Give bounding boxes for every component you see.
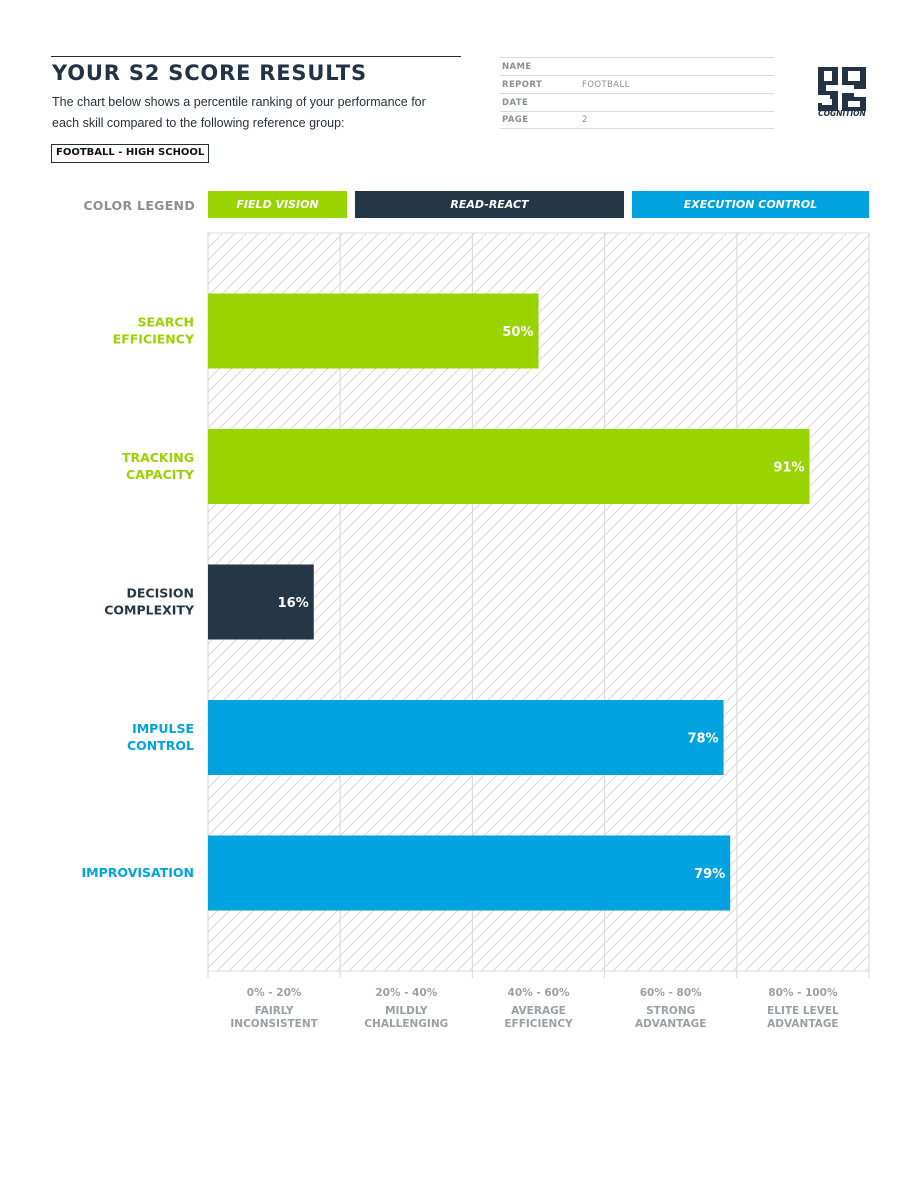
x-tick-label: INCONSISTENT (230, 1018, 318, 1030)
x-tick-label: MILDLY (385, 1005, 428, 1017)
bar-value-label: 16% (277, 596, 309, 611)
bar (208, 429, 810, 504)
category-label: EFFICIENCY (112, 331, 194, 347)
x-tick-label: ADVANTAGE (634, 1018, 707, 1030)
reference-group-badge: FOOTBALL - HIGH SCHOOL (51, 144, 209, 163)
x-tick-label: ELITE LEVEL (767, 1005, 839, 1017)
bar (208, 836, 730, 911)
legend-label: COLOR LEGEND (83, 198, 195, 213)
meta-value: FOOTBALL (582, 79, 630, 90)
meta-key: DATE (502, 97, 529, 108)
category-label: TRACKING (121, 450, 194, 465)
category-label: IMPROVISATION (81, 865, 194, 880)
x-tick-label: CHALLENGING (364, 1018, 449, 1030)
bar-value-label: 78% (687, 731, 719, 747)
meta-value: 2 (582, 115, 588, 125)
x-tick-range-label: 60% - 80% (639, 987, 702, 999)
bar (208, 700, 724, 775)
x-tick-range-label: 40% - 60% (507, 987, 570, 999)
x-tick-label: FAIRLY (254, 1005, 294, 1017)
category-label: SEARCH (137, 314, 194, 330)
meta-key: NAME (502, 61, 532, 72)
x-tick-label: EFFICIENCY (504, 1018, 573, 1030)
bar (208, 294, 539, 369)
logo-text: COGNITION (818, 109, 866, 118)
bar-value-label: 50% (502, 325, 534, 340)
category-label: CONTROL (126, 738, 194, 753)
x-tick-range-label: 20% - 40% (375, 987, 438, 999)
bar-value-label: 79% (694, 867, 726, 882)
category-label: IMPULSE (132, 721, 194, 736)
meta-key: REPORT (502, 79, 543, 90)
page-title: YOUR S2 SCORE RESULTS (52, 61, 367, 85)
x-tick-range-label: 80% - 100% (768, 987, 838, 999)
category-label: COMPLEXITY (104, 602, 194, 618)
category-label: CAPACITY (126, 467, 194, 482)
page-subtitle: The chart below shows a percentile ranking of your performance for each skill compared to the following reference group: (52, 95, 426, 130)
legend-item-read-react: READ-REACT (355, 191, 624, 218)
x-tick-range-label: 0% - 20% (246, 987, 302, 999)
meta-key: PAGE (502, 115, 529, 125)
legend-item-field-vision: FIELD VISION (208, 191, 347, 218)
x-tick-label: ADVANTAGE (767, 1018, 839, 1030)
x-tick-label: STRONG (646, 1005, 696, 1017)
legend-item-execution-control: EXECUTION CONTROL (632, 191, 869, 218)
x-tick-label: AVERAGE (511, 1005, 566, 1017)
category-label: DECISION (126, 585, 194, 601)
bar-value-label: 91% (773, 460, 805, 476)
